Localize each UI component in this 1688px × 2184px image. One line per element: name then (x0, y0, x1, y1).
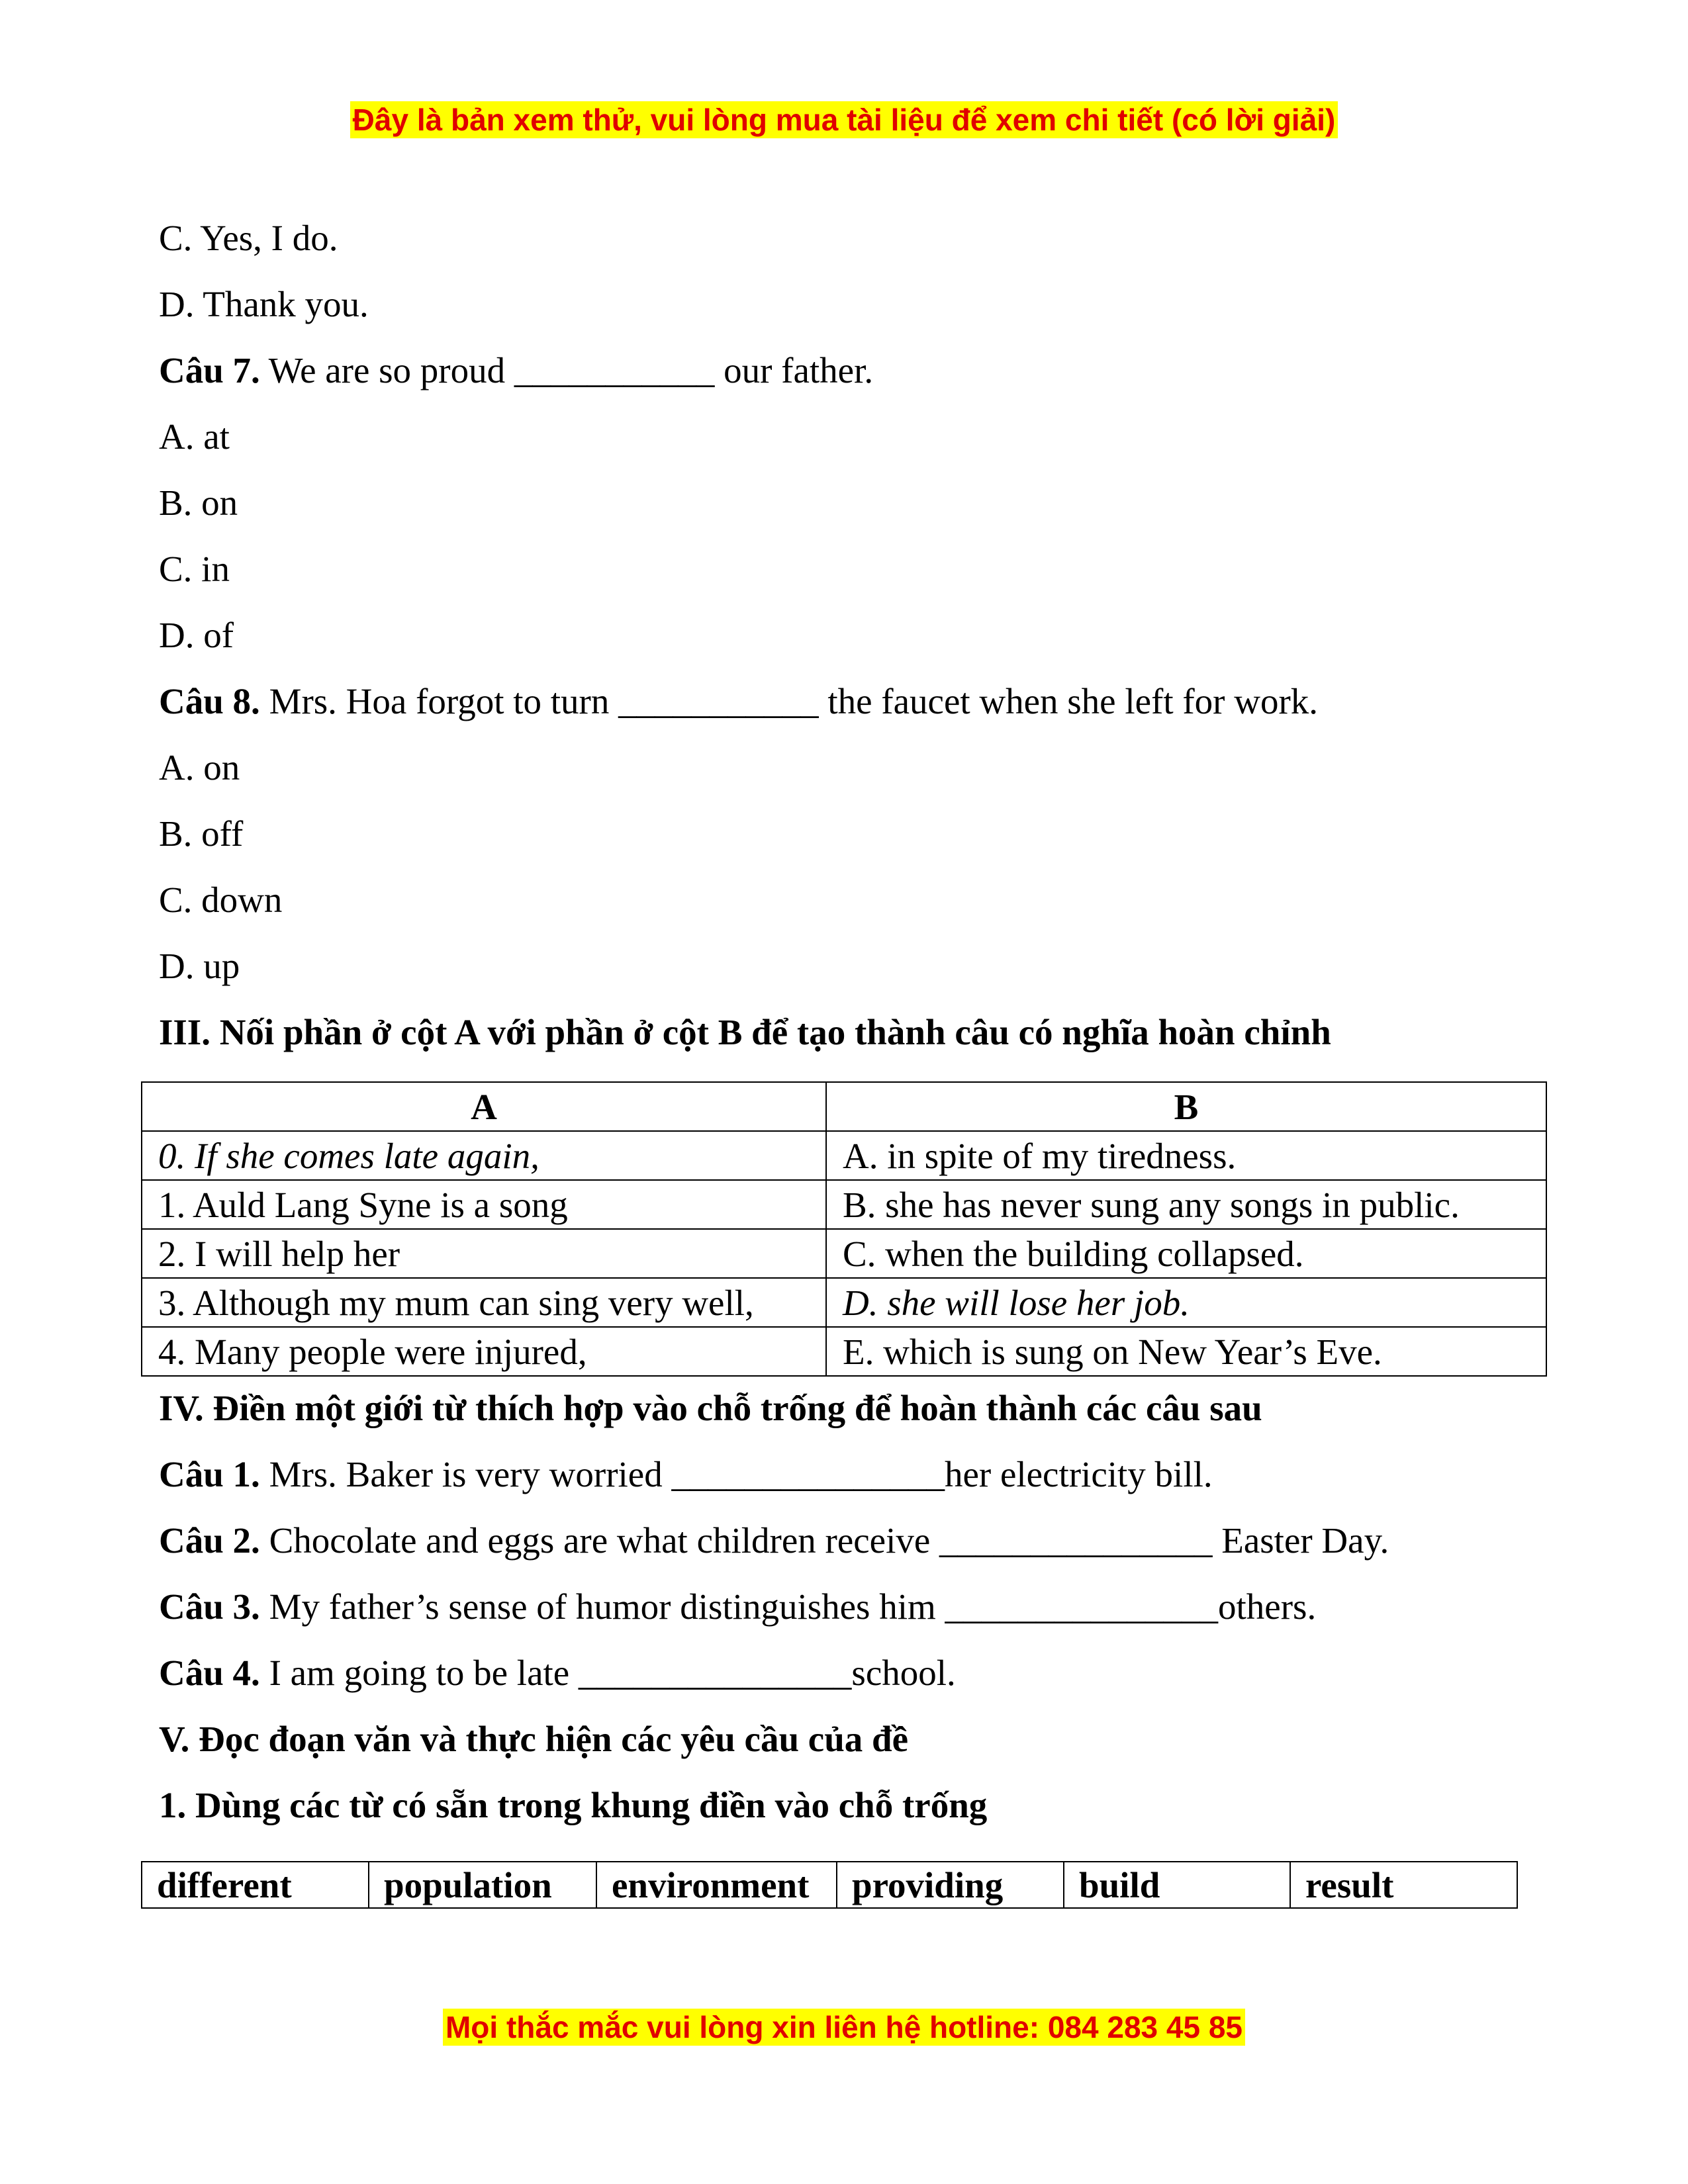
section-4-heading: IV. Điền một giới từ thích hợp vào chỗ trống để hoàn thành các câu sau (159, 1388, 1262, 1428)
question-text: My father’s sense of humor distinguishes him _______________others. (259, 1586, 1317, 1627)
word-bank-cell: result (1290, 1862, 1517, 1908)
section-3-heading: III. Nối phần ở cột A với phần ở cột B để tạo thành câu có nghĩa hoàn chỉnh (159, 1012, 1331, 1052)
column-a-cell: 3. Although my mum can sing very well, (142, 1278, 826, 1327)
option-b: B. off (159, 813, 244, 854)
option-a: A. on (159, 747, 240, 788)
question-8 (159, 678, 1318, 725)
option-c: C. down (159, 880, 283, 920)
question-label: Câu 8. (159, 681, 260, 721)
word-bank-table (141, 1861, 1518, 1909)
question-text: Mrs. Baker is very worried _______________her electricity bill. (259, 1454, 1213, 1494)
fill-question-3 (159, 1584, 1316, 1630)
section-5-instruction: 1. Dùng các từ có sẵn trong khung điền vào chỗ trống (159, 1785, 988, 1825)
preview-notice-banner: Đây là bản xem thử, vui lòng mua tài liệu để xem chi tiết (có lời giải) (0, 102, 1688, 138)
column-b-cell: A. in spite of my tiredness. (826, 1131, 1546, 1180)
question-label: Câu 1. (159, 1454, 260, 1494)
option-c: C. Yes, I do. (159, 218, 338, 258)
column-b-cell: E. which is sung on New Year’s Eve. (826, 1327, 1546, 1376)
option-d: D. up (159, 946, 240, 986)
column-a-cell: 2. I will help her (142, 1229, 826, 1278)
table-row (142, 1327, 1546, 1376)
word-bank-row (142, 1862, 1517, 1908)
word-bank-cell: different (142, 1862, 369, 1908)
question-label: Câu 4. (159, 1653, 260, 1693)
column-a-cell: 1. Auld Lang Syne is a song (142, 1180, 826, 1229)
question-text: Chocolate and eggs are what children receive _______________ Easter Day. (259, 1520, 1389, 1561)
question-label: Câu 7. (159, 350, 260, 390)
table-header-row (142, 1082, 1546, 1131)
word-bank-cell: build (1064, 1862, 1290, 1908)
option-a: A. at (159, 416, 230, 457)
option-b: B. on (159, 482, 238, 523)
option-d: D. of (159, 615, 234, 655)
question-7 (159, 347, 873, 394)
table-row (142, 1180, 1546, 1229)
column-b-cell: C. when the building collapsed. (826, 1229, 1546, 1278)
fill-question-4 (159, 1650, 956, 1696)
table-row (142, 1229, 1546, 1278)
column-a-header: A (142, 1082, 826, 1131)
column-b-header: B (826, 1082, 1546, 1131)
question-label: Câu 2. (159, 1520, 260, 1561)
fill-question-1 (159, 1451, 1213, 1498)
table-row (142, 1278, 1546, 1327)
column-b-cell: D. she will lose her job. (826, 1278, 1546, 1327)
hotline-banner: Mọi thắc mắc vui lòng xin liên hệ hotline: 084 283 45 85 (0, 2009, 1688, 2045)
word-bank-cell: environment (596, 1862, 837, 1908)
column-a-cell: 0. If she comes late again, (142, 1131, 826, 1180)
table-row (142, 1131, 1546, 1180)
option-d: D. Thank you. (159, 284, 369, 324)
column-b-cell: B. she has never sung any songs in public. (826, 1180, 1546, 1229)
question-text: We are so proud ___________ our father. (259, 350, 874, 390)
option-c: C. in (159, 549, 230, 589)
word-bank-cell: providing (837, 1862, 1064, 1908)
question-text: Mrs. Hoa forgot to turn ___________ the faucet when she left for work. (259, 681, 1319, 721)
column-a-cell: 4. Many people were injured, (142, 1327, 826, 1376)
word-bank-cell: population (369, 1862, 596, 1908)
matching-table (141, 1081, 1547, 1377)
section-5-heading: V. Đọc đoạn văn và thực hiện các yêu cầu của đề (159, 1719, 909, 1759)
question-text: I am going to be late _______________school. (259, 1653, 956, 1693)
question-label: Câu 3. (159, 1586, 260, 1627)
fill-question-2 (159, 1518, 1389, 1564)
